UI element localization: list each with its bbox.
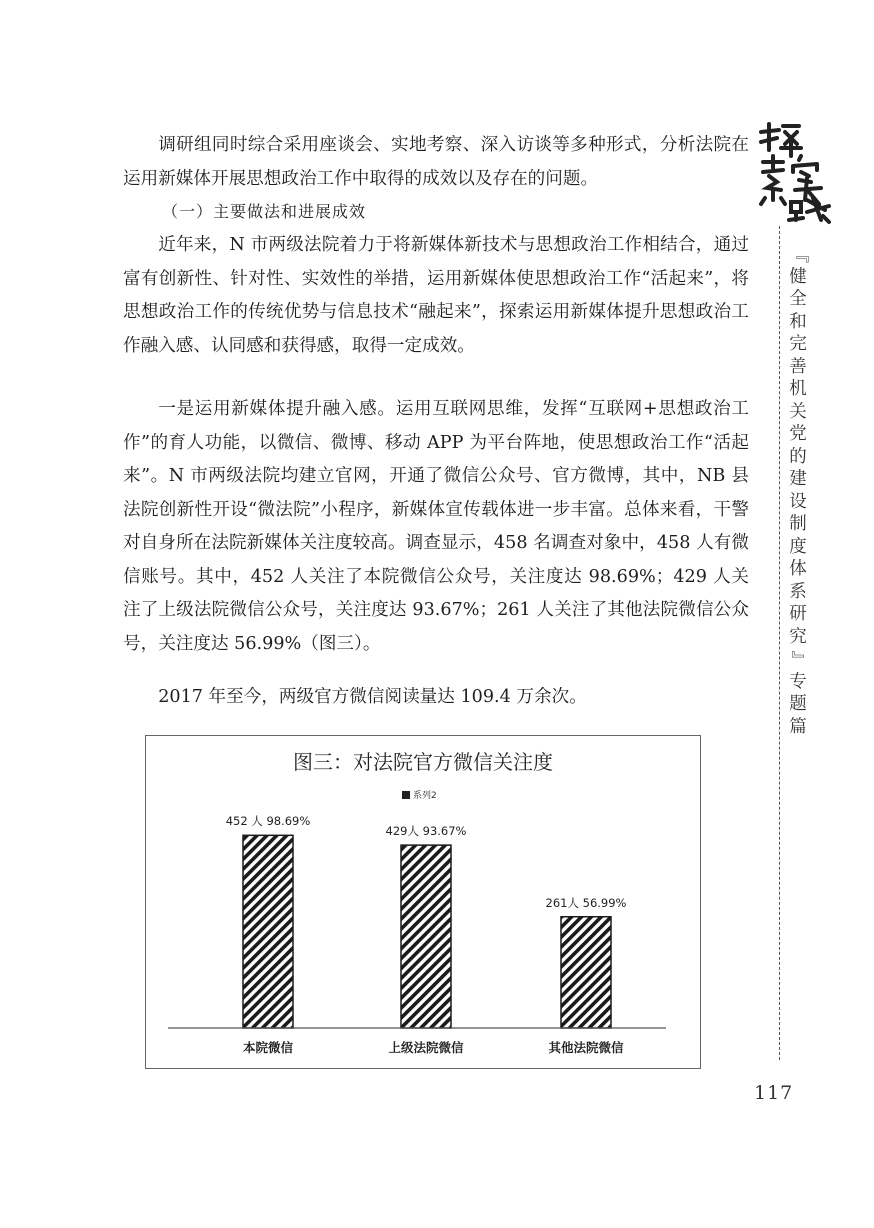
legend-swatch [402, 791, 410, 799]
paragraph-engagement: 一是运用新媒体提升融入感。运用互联网思维，发挥“互联网+思想政治工作”的育人功能，以微信、微博、移动 APP 为平台阵地，使思想政治工作“活起来”。N 市两级法院均建立官网，开通了微信公众号、官方微博，其中，NB 县法院创新性开设“微法院”小程序，新媒体宣传载体进一步丰富。总体来看，干警对自身所在法院新媒体关注度较高。调查显示，458 名调查对象中，458 人有微信账号。其中，452 人关注了本院微信公众号，关注度达 98.69%；429 人关注了上级法院微信公众号，关注度达 93.67%；261 人关注了其他法院微信公众号，关注度达 56.99%（图三）。 [123, 399, 749, 654]
series-vertical-title: 『 健 全 和 完 善 机 关 党 的 建 设 制 度 体 系 研 究 』 专 题 篇 [788, 245, 809, 737]
data-label-2: 429人 93.67% [385, 824, 467, 839]
legend-label: 系列2 [413, 791, 437, 801]
x-tick-label-2: 上级法院微信 [388, 1040, 464, 1055]
x-tick-label-3: 其他法院微信 [548, 1040, 624, 1055]
bar-3 [561, 917, 611, 1028]
paragraph-reading-count: 2017 年至今，两级官方微信阅读量达 109.4 万余次。 [158, 687, 587, 707]
chart-title: 图三：对法院官方微信关注度 [293, 750, 553, 774]
chart-legend [402, 788, 437, 801]
explore-practice-logo [755, 120, 835, 225]
data-label-1: 452 人 98.69% [225, 814, 311, 829]
attention-bar-chart [145, 735, 701, 1069]
paragraph-intro: 调研组同时综合采用座谈会、实地考察、深入访谈等多种形式，分析法院在运用新媒体开展思想政治工作中取得的成效以及存在的问题。 [123, 135, 749, 189]
bar-1 [243, 835, 293, 1028]
page-number: 117 [754, 1082, 794, 1104]
data-label-3: 261人 56.99% [545, 895, 627, 910]
paragraph-overview: 近年来，N 市两级法院着力于将新媒体新技术与思想政治工作相结合，通过富有创新性、针对性、实效性的举措，运用新媒体使思想政治工作“活起来”，将思想政治工作的传统优势与信息技术“融起来”，探索运用新媒体提升思想政治工作融入感、认同感和获得感，取得一定成效。 [123, 235, 749, 356]
section-subheading: （一）主要做法和进展成效 [162, 202, 367, 221]
bar-2 [401, 845, 451, 1028]
margin-dashed-rule [779, 226, 780, 1060]
x-tick-label-1: 本院微信 [242, 1040, 294, 1055]
